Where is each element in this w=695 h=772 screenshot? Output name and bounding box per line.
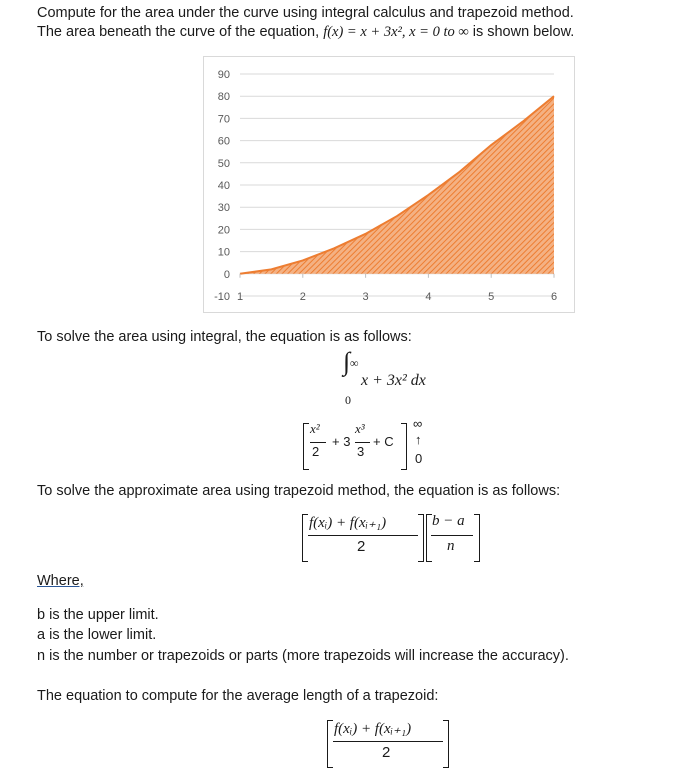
- y-tick-label: 10: [217, 246, 230, 259]
- y-tick-label: 90: [217, 69, 230, 81]
- x-tick-label: 5: [488, 291, 495, 303]
- left-bracket-icon: [303, 423, 309, 470]
- trap-left-bracket-icon: [302, 514, 308, 562]
- y-tick-label: -10: [214, 291, 230, 303]
- trap-numerator: f(xᵢ) + f(xᵢ₊₁): [309, 515, 387, 531]
- term2-denominator: 3: [357, 444, 365, 459]
- term1-numerator: x²: [310, 421, 320, 436]
- avg-denominator: 2: [382, 744, 391, 761]
- where-item-a: a is the lower limit.: [37, 627, 157, 643]
- avg-right-bracket-icon: [443, 720, 449, 768]
- average-intro: The equation to compute for the average length of a trapezoid:: [37, 688, 439, 704]
- width-numerator: b − a: [432, 513, 465, 529]
- x-tick-label: 4: [425, 291, 432, 303]
- term1-denominator: 2: [312, 444, 320, 459]
- y-tick-label: 20: [217, 224, 230, 237]
- eval-upper-limit: ∞: [413, 416, 423, 431]
- trapezoid-intro: To solve the approximate area using trapezoid method, the equation is as follows:: [37, 483, 561, 499]
- plus-three: + 3: [332, 434, 351, 449]
- integral-intro: To solve the area using integral, the equation is as follows:: [37, 329, 412, 345]
- term2-fraction-bar: [355, 442, 370, 443]
- eval-lower-limit: 0: [415, 451, 423, 466]
- width-fraction-bar: [431, 535, 473, 536]
- where-item-b: b is the upper limit.: [37, 607, 159, 623]
- integral-sign-icon: ∫: [343, 347, 351, 376]
- integral-lower-limit: 0: [345, 393, 351, 407]
- avg-fraction-bar: [333, 741, 443, 742]
- term2-numerator: x³: [355, 421, 365, 436]
- avg-numerator: f(xᵢ) + f(xᵢ₊₁): [334, 721, 412, 737]
- y-tick-label: 40: [217, 180, 230, 192]
- trap-denominator: 2: [357, 538, 366, 555]
- intro-line-1: Compute for the area under the curve using integral calculus and trapezoid method.: [37, 5, 574, 21]
- x-tick-label: 2: [299, 291, 306, 303]
- eval-arrow-icon: ↑: [415, 432, 422, 447]
- intro-line-2-prefix: The area beneath the curve of the equation,: [37, 24, 320, 40]
- area-chart: [203, 56, 575, 313]
- where-heading: Where,: [37, 573, 84, 589]
- y-tick-label: 30: [217, 202, 230, 215]
- trap-fraction-bar: [308, 535, 418, 536]
- where-item-n: n is the number or trapezoids or parts (more trapezoids will increase the accuracy).: [37, 648, 569, 664]
- x-tick-label: 6: [550, 291, 558, 303]
- y-tick-label: 0: [223, 268, 230, 281]
- y-tick-label: 50: [217, 157, 230, 170]
- intro-line-2-suffix: is shown below.: [472, 24, 575, 40]
- term1-fraction-bar: [310, 442, 326, 443]
- intro-line-2: [37, 24, 574, 41]
- y-tick-label: 70: [217, 113, 230, 126]
- integrand: x + 3x² dx: [361, 372, 426, 389]
- trap-right-bracket-icon: [418, 514, 424, 562]
- plus-c: + C: [373, 434, 394, 449]
- width-denominator: n: [447, 538, 455, 554]
- curve-equation: f(x) = x + 3x², x = 0 to ∞: [323, 24, 469, 40]
- area-chart-svg: [204, 57, 574, 312]
- avg-left-bracket-icon: [327, 720, 333, 768]
- x-tick-label: 3: [362, 291, 369, 303]
- y-tick-label: 60: [217, 135, 230, 148]
- width-right-bracket-icon: [474, 514, 480, 562]
- y-tick-label: 80: [217, 91, 230, 104]
- right-bracket-icon: [401, 423, 407, 470]
- integral-upper-limit: ∞: [350, 356, 359, 370]
- x-tick-label: 1: [236, 291, 244, 303]
